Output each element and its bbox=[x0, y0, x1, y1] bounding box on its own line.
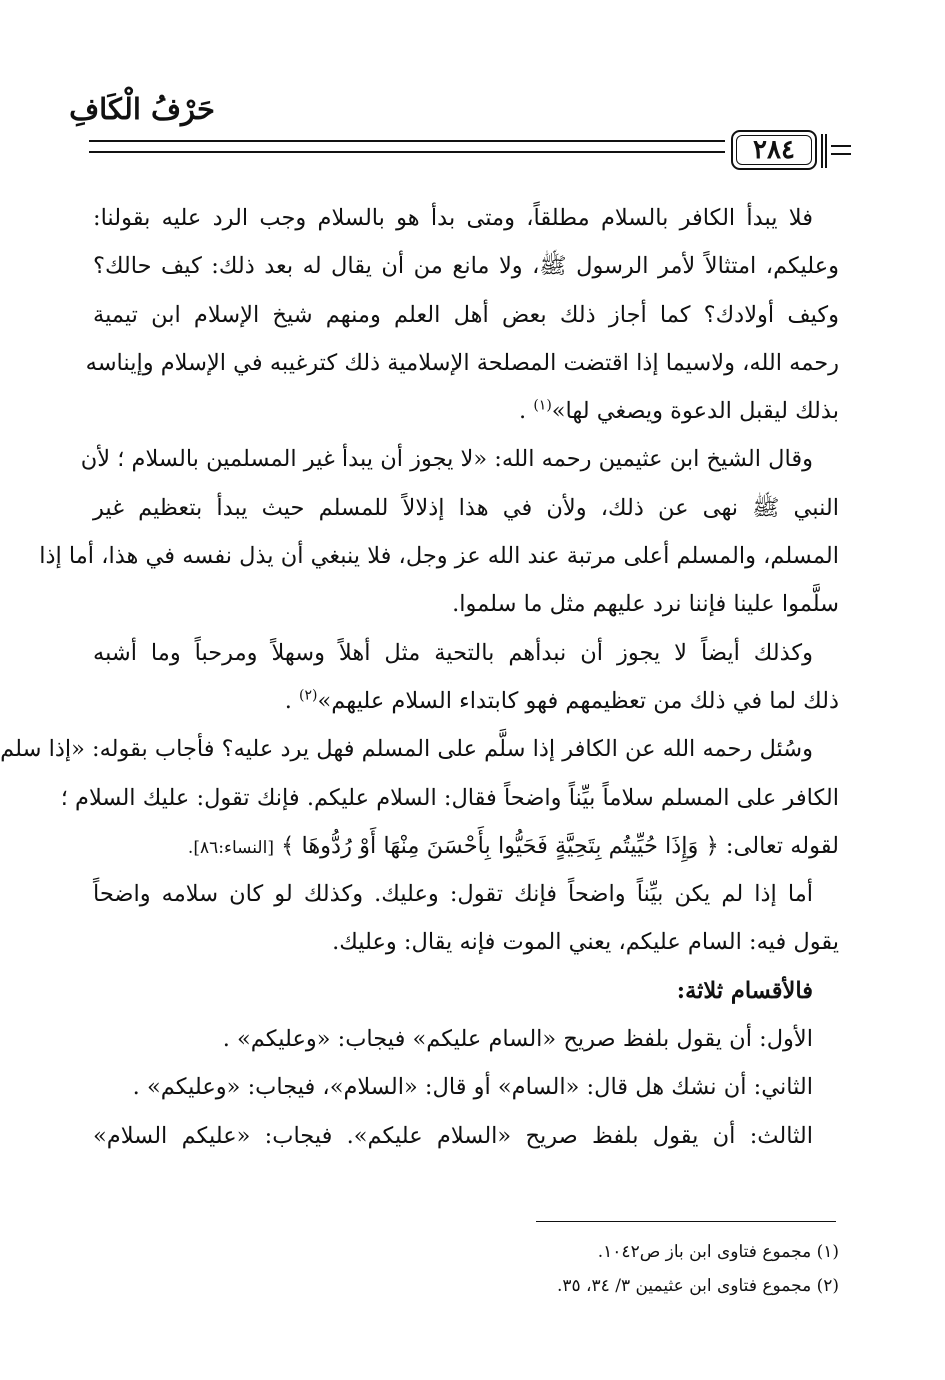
text-line: رحمه الله، ولاسيما إذا اقتضت المصلحة الإسلامية ذلك كترغيبه في الإسلام وإيناسه bbox=[85, 349, 839, 376]
text-line-content: بذلك ليقبل الدعوة ويصغي لها» bbox=[551, 398, 839, 425]
text-line: وكيف أولادك؟ كما أجاز ذلك بعض أهل العلم ومنهم شيخ الإسلام ابن تيمية bbox=[93, 301, 839, 328]
text-line: أما إذا لم يكن بيِّناً واضحاً فإنك تقول: وعليك. وكذلك لو كان سلامه واضحاً bbox=[93, 881, 813, 908]
page-number-box bbox=[731, 130, 817, 170]
text-line: وقال الشيخ ابن عثيمين رحمه الله: «لا يجوز أن يبدأ غير المسلمين بالسلام ؛ لأن bbox=[80, 446, 813, 473]
footnote-1: (١) مجموع فتاوى ابن باز ص١٠٤٢. bbox=[597, 1242, 839, 1262]
footnote-ref-1: (١) bbox=[533, 397, 552, 414]
body-text bbox=[0, 194, 839, 1160]
book-page bbox=[1, 0, 945, 1380]
list-item: الأول: أن يقول بلفظ صريح «السام عليكم» فيجاب: «وعليكم» . bbox=[222, 1026, 813, 1053]
text-line bbox=[93, 677, 839, 725]
header-ornament-dash bbox=[831, 145, 851, 147]
text-line: وعليكم، امتثالاً لأمر الرسول ﷺ، ولا مانع من أن يقال له بعد ذلك: كيف حالك؟ bbox=[93, 253, 839, 280]
quran-reference: [النساء:٨٦]. bbox=[187, 837, 274, 858]
text-line: النبي ﷺ نهى عن ذلك، ولأن في هذا إذلالاً للمسلم حيث يبدأ بتعظيم غير bbox=[93, 494, 839, 521]
text-line: يقول فيه: السام عليكم، يعني الموت فإنه يقال: وعليك. bbox=[332, 929, 839, 956]
text-line: سلَّموا علينا فإننا نرد عليهم مثل ما سلموا. bbox=[452, 591, 839, 618]
footnote-ref-2: (٢) bbox=[299, 687, 318, 704]
page-number: ٢٨٤ bbox=[753, 135, 795, 165]
header-ornament-bars bbox=[821, 134, 827, 168]
text-line-content: ذلك لما في ذلك من تعظيمهم فهو كابتداء السلام عليهم» bbox=[317, 687, 839, 714]
text-line: الكافر على المسلم سلاماً بيِّناً واضحاً فقال: السلام عليكم. فإنك تقول: عليك السلام ؛ bbox=[60, 784, 839, 811]
footnotes bbox=[301, 1235, 839, 1303]
footnote-separator bbox=[536, 1221, 836, 1222]
list-item: الثاني: أن نشك هل قال: «السام» أو قال: «السلام»، فيجاب: «وعليكم» . bbox=[132, 1074, 813, 1101]
header-rule-bottom bbox=[89, 151, 725, 153]
section-heading: فالأقسام ثلاثة: bbox=[676, 977, 813, 1004]
sentence-end: . bbox=[284, 687, 292, 714]
text-line: وكذلك أيضاً لا يجوز أن نبدأهم بالتحية مثل أهلاً وسهلاً ومرحباً وما أشبه bbox=[93, 639, 813, 666]
sentence-end: . bbox=[519, 398, 527, 425]
text-line: وسُئل رحمه الله عن الكافر إذا سلَّم على المسلم فهل يرد عليه؟ فأجاب بقوله: «إذا سلم bbox=[0, 736, 813, 763]
footnote-2: (٢) مجموع فتاوى ابن عثيمين ٣/ ٣٤، ٣٥. bbox=[556, 1276, 839, 1296]
chapter-title: حَرْفُ الْكَافِ bbox=[69, 92, 215, 126]
header-ornament-dash bbox=[831, 153, 851, 155]
list-item: الثالث: أن يقول بلفظ صريح «السلام عليكم». فيجاب: «عليكم السلام» bbox=[93, 1122, 813, 1149]
text-line: فلا يبدأ الكافر بالسلام مطلقاً، ومتى بدأ هو بالسلام وجب الرد عليه بقولنا: bbox=[93, 205, 813, 231]
text-line bbox=[93, 822, 839, 870]
quran-verse: لقوله تعالى: ﴿ وَإِذَا حُيِّيتُم بِتَحِيَّةٍ فَحَيُّوا بِأَحْسَنَ مِنْهَا أَوْ رُدُّوهَا ﴾ bbox=[281, 832, 839, 859]
text-line: المسلم، والمسلم أعلى مرتبة عند الله عز وجل، فلا ينبغي أن يذل نفسه في هذا، أما إذا bbox=[39, 543, 839, 570]
header-rule-top bbox=[89, 140, 725, 142]
text-line bbox=[93, 387, 839, 435]
